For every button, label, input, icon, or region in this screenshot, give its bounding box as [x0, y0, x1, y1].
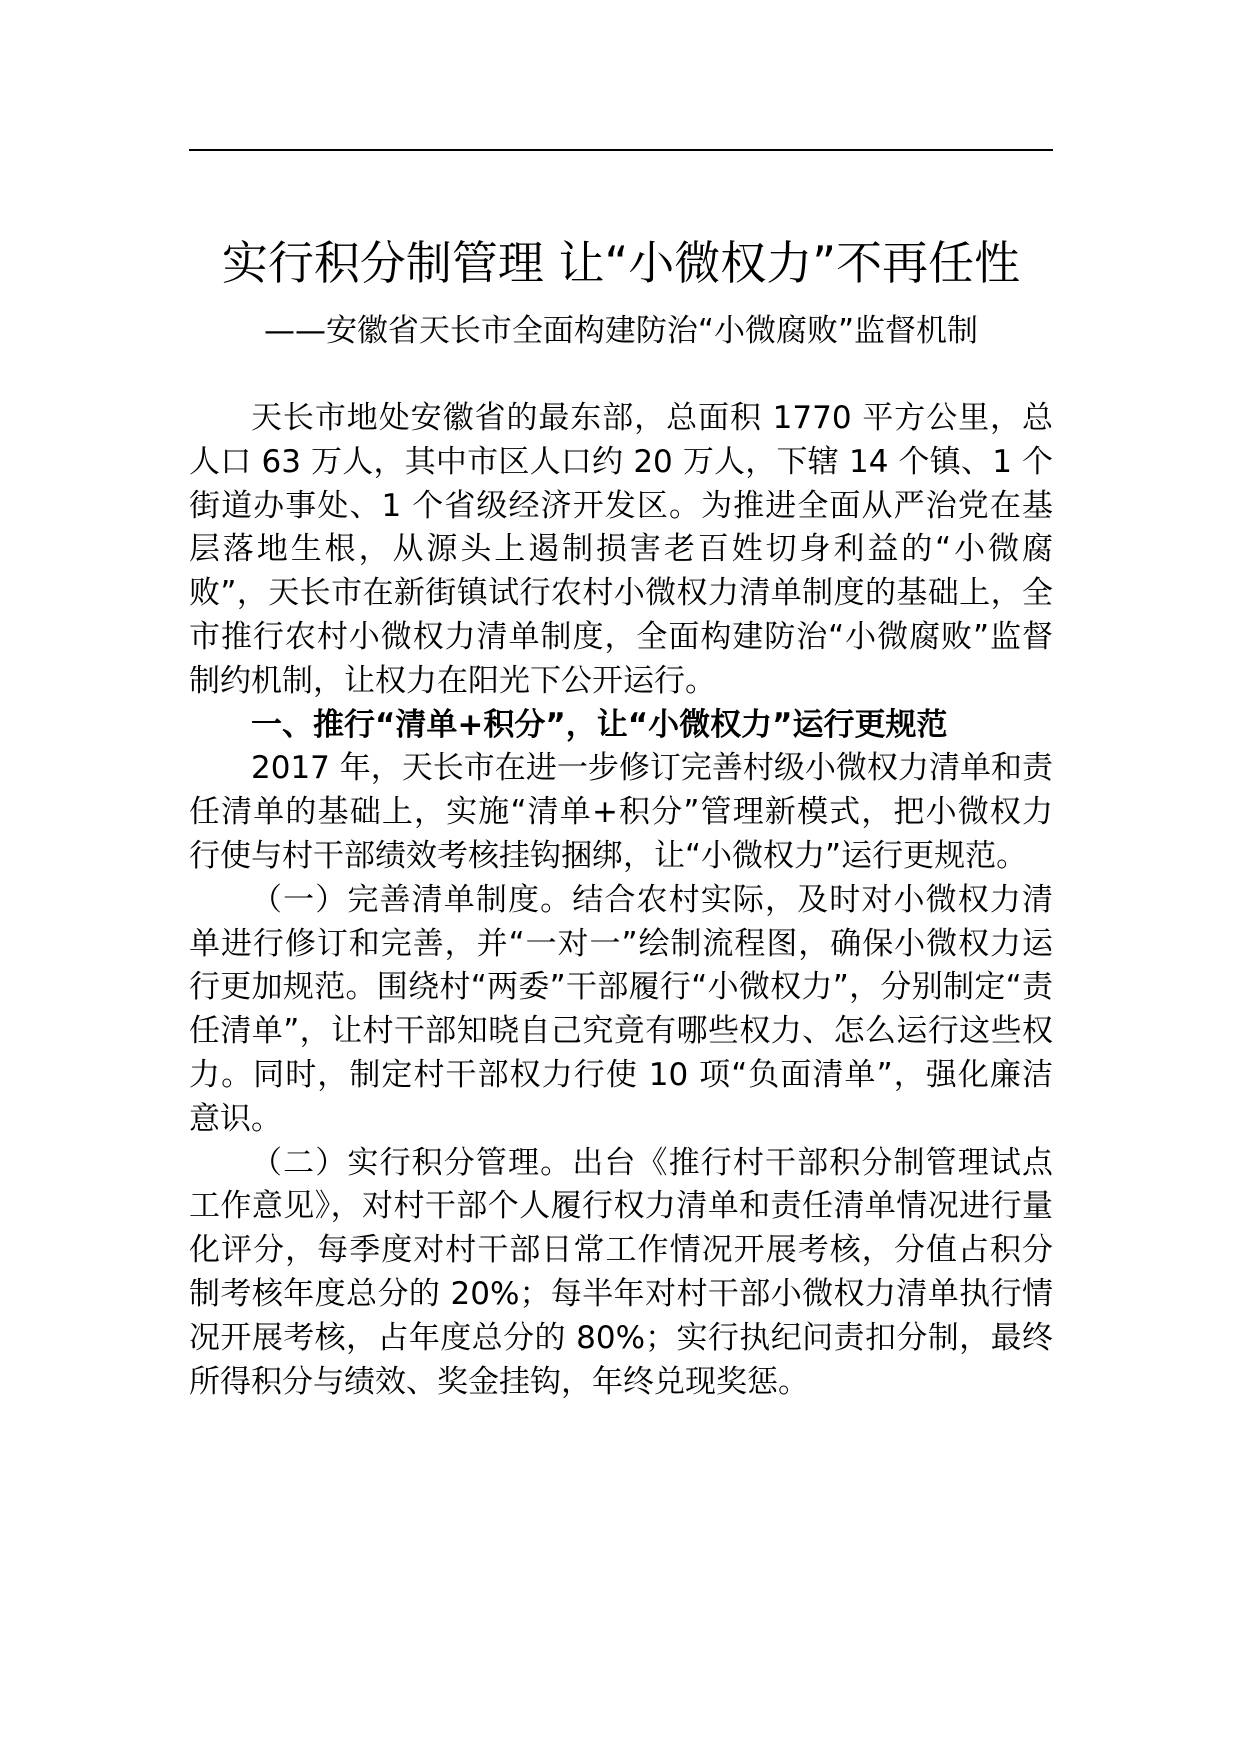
document-subtitle: ——安徽省天长市全面构建防治“小微腐败”监督机制	[263, 313, 979, 349]
section-1-paragraph: 2017 年，天长市在进一步修订完善村级小微权力清单和责任清单的基础上，实施“清单+积分”管理新模式，把小微权力行使与村干部绩效考核挂钩捆绑，让“小微权力”运行更规范。	[189, 750, 1053, 874]
subsection-1-paragraph: （一）完善清单制度。结合农村实际，及时对小微权力清单进行修订和完善，并“一对一”绘制流程图，确保小微权力运行更加规范。围绕村“两委”干部履行“小微权力”，分别制定“责任清单”，让村干部知晓自己究竟有哪些权力、怎么运行这些权力。同时，制定村干部权力行使 10 项“负面清单”，强化廉洁意识。	[189, 881, 1053, 1137]
subsection-2-paragraph: （二）实行积分管理。出台《推行村干部积分制管理试点工作意见》，对村干部个人履行权力清单和责任清单情况进行量化评分，每季度对村干部日常工作情况开展考核，分值占积分制考核年度总分的 20%；每半年对村干部小微权力清单执行情况开展考核，占年度总分的 80%；实行执纪问责扣分制，最终所得积分与绩效、奖金挂钩，年终兑现奖惩。	[189, 1144, 1053, 1400]
header-rule	[189, 149, 1053, 151]
document-title: 实行积分制管理 让“小微权力”不再任性	[221, 236, 1021, 290]
document-body	[189, 397, 1053, 1404]
section-heading-1: 一、推行“清单+积分”，让“小微权力”运行更规范	[251, 706, 948, 743]
intro-paragraph: 天长市地处安徽省的最东部，总面积 1770 平方公里，总人口 63 万人，其中市区人口约 20 万人，下辖 14 个镇、1 个街道办事处、1 个省级经济开发区。为推进全面从严治党在基层落地生根，从源头上遏制损害老百姓切身利益的“小微腐败”，天长市在新街镇试行农村小微权力清单制度的基础上，全市推行农村小微权力清单制度，全面构建防治“小微腐败”监督制约机制，让权力在阳光下公开运行。	[189, 400, 1053, 699]
